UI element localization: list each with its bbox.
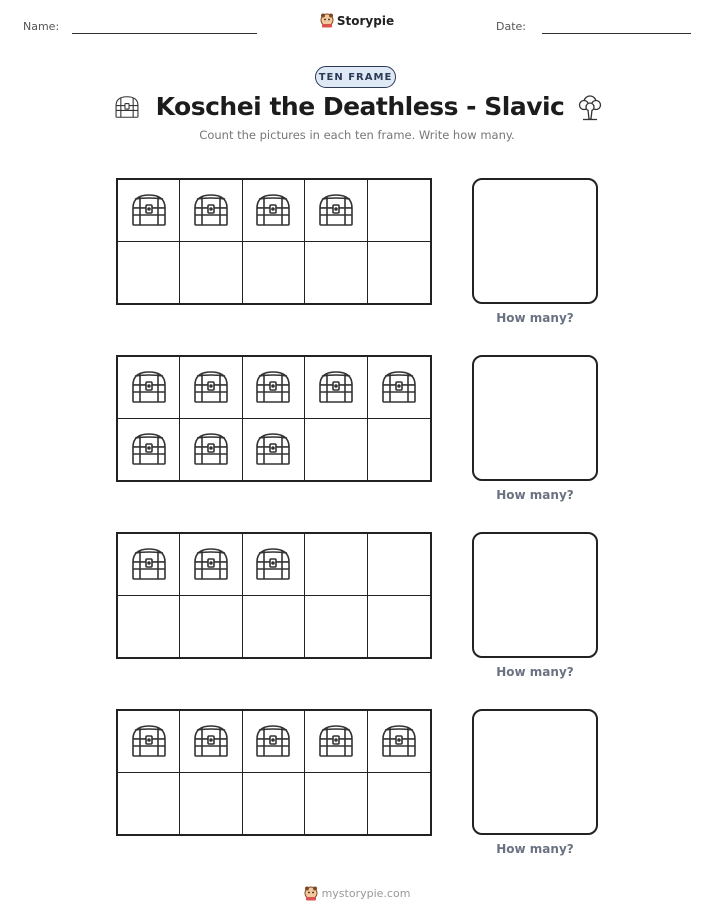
ten-frame-cell [180, 534, 242, 596]
how-many-label: How many? [496, 311, 574, 325]
ten-frame-cell [118, 357, 180, 419]
date-label: Date: [496, 20, 526, 33]
treasure-chest-icon [191, 430, 231, 468]
ten-frame-cell [368, 357, 430, 419]
tree-icon [578, 93, 602, 121]
treasure-chest-icon [129, 430, 169, 468]
ten-frame-cell [243, 773, 305, 835]
title-row [0, 92, 714, 121]
ten-frame-cell [368, 534, 430, 596]
ten-frame-cell [118, 180, 180, 242]
how-many-label: How many? [496, 842, 574, 856]
treasure-chest-icon [191, 191, 231, 229]
ten-frame-cell [305, 711, 367, 773]
ten-frame-cell [118, 242, 180, 304]
treasure-chest-icon [129, 722, 169, 760]
treasure-chest-icon [253, 191, 293, 229]
ten-frame [116, 178, 432, 305]
how-many-label: How many? [496, 665, 574, 679]
ten-frame [116, 355, 432, 482]
ten-frame-cell [243, 357, 305, 419]
ten-frame-cell [243, 596, 305, 658]
treasure-chest-icon [112, 94, 142, 120]
ten-frame-cell [180, 242, 242, 304]
ten-frame-cell [305, 180, 367, 242]
answer-box[interactable] [472, 178, 598, 304]
instructions: Count the pictures in each ten frame. Write how many. [199, 128, 515, 142]
ten-frame-cell [368, 242, 430, 304]
footer [0, 886, 714, 901]
treasure-chest-icon [191, 368, 231, 406]
treasure-chest-icon [316, 368, 356, 406]
storypie-logo-icon [304, 886, 318, 901]
ten-frame-cell [243, 534, 305, 596]
ten-frame-cell [180, 711, 242, 773]
ten-frame-cell [118, 596, 180, 658]
ten-frame-cell [305, 242, 367, 304]
ten-frame-cell [118, 711, 180, 773]
ten-frame [116, 532, 432, 659]
ten-frame-cell [368, 773, 430, 835]
treasure-chest-icon [379, 368, 419, 406]
treasure-chest-icon [191, 545, 231, 583]
treasure-chest-icon [379, 722, 419, 760]
ten-frame-cell [180, 773, 242, 835]
treasure-chest-icon [253, 545, 293, 583]
treasure-chest-icon [191, 722, 231, 760]
treasure-chest-icon [316, 191, 356, 229]
ten-frame-cell [180, 419, 242, 481]
ten-frame-cell [180, 180, 242, 242]
ten-frame-cell [368, 596, 430, 658]
answer-box[interactable] [472, 355, 598, 481]
name-line[interactable] [72, 33, 257, 34]
ten-frame-cell [368, 711, 430, 773]
treasure-chest-icon [129, 191, 169, 229]
storypie-logo-icon [320, 13, 334, 28]
ten-frame-cell [305, 419, 367, 481]
treasure-chest-icon [316, 722, 356, 760]
footer-url[interactable]: mystorypie.com [321, 887, 411, 900]
treasure-chest-icon [129, 368, 169, 406]
ten-frame-cell [243, 180, 305, 242]
treasure-chest-icon [129, 545, 169, 583]
treasure-chest-icon [253, 722, 293, 760]
ten-frame-cell [118, 773, 180, 835]
ten-frame-cell [118, 534, 180, 596]
date-line[interactable] [542, 33, 691, 34]
ten-frame-cell [243, 711, 305, 773]
answer-box[interactable] [472, 532, 598, 658]
ten-frame-cell [118, 419, 180, 481]
ten-frame-cell [305, 534, 367, 596]
brand [0, 13, 714, 28]
ten-frame-cell [243, 419, 305, 481]
how-many-label: How many? [496, 488, 574, 502]
ten-frame-cell [243, 242, 305, 304]
ten-frame-cell [180, 596, 242, 658]
ten-frame-cell [180, 357, 242, 419]
ten-frame-cell [305, 357, 367, 419]
ten-frame-cell [305, 773, 367, 835]
ten-frame-badge: TEN FRAME [315, 66, 396, 88]
answer-box[interactable] [472, 709, 598, 835]
ten-frame [116, 709, 432, 836]
treasure-chest-icon [253, 368, 293, 406]
treasure-chest-icon [253, 430, 293, 468]
ten-frame-cell [368, 180, 430, 242]
ten-frame-cell [305, 596, 367, 658]
ten-frame-cell [368, 419, 430, 481]
page-title: Koschei the Deathless - Slavic [155, 92, 565, 121]
name-label: Name: [23, 20, 60, 33]
brand-name: Storypie [336, 13, 395, 28]
